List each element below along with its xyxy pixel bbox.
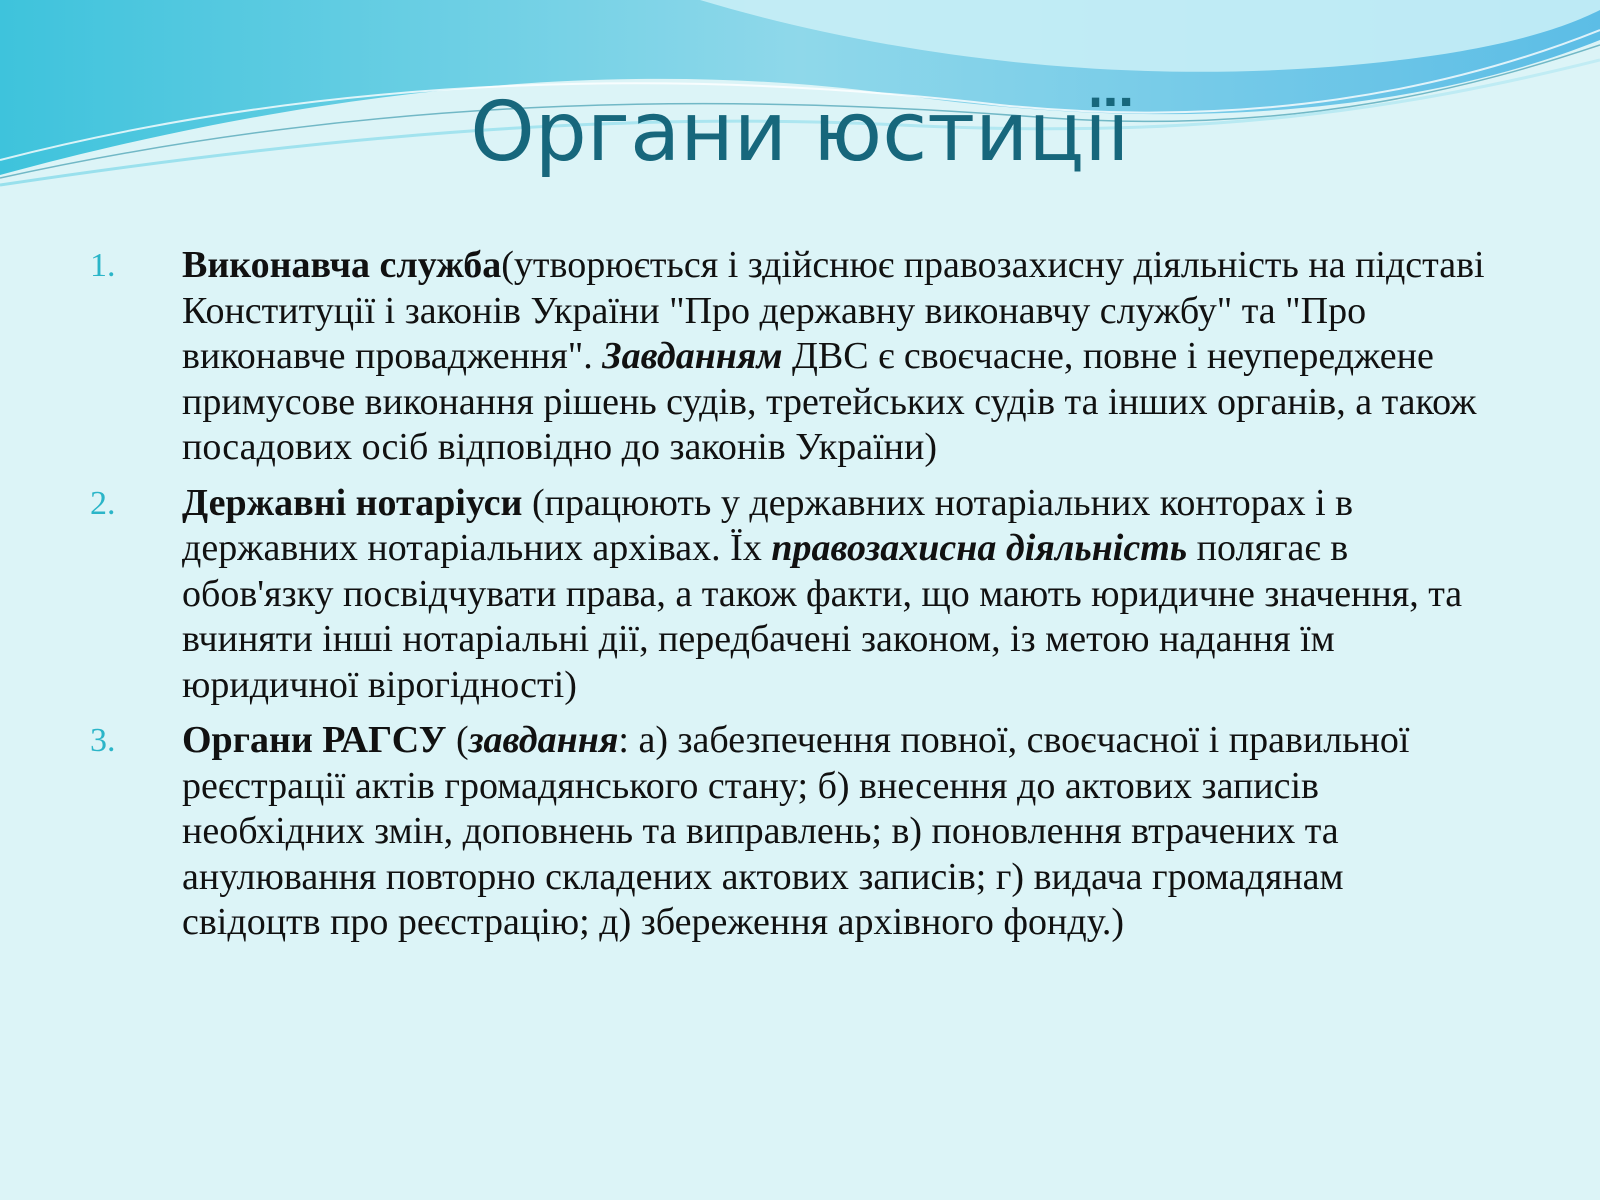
list-item-text (182, 718, 1490, 946)
list-item (90, 481, 1490, 709)
text-segment: ( (446, 719, 469, 761)
term-bold: Державні нотаріуси (182, 481, 523, 524)
text-segment: : а) забезпечення повної, своєчасної і правильної реєстрації актів громадянського стану; б) внесення до актових записів необхідних змін, доповнень та виправлень; в) поновлення втрачених та анулювання повторно складених актових записів; г) видача громадянам свідоцтв про реєстрацію; д) збереження архівного фонду.) (182, 719, 1410, 943)
list-item-number: 3. (90, 722, 116, 759)
term-bold: Виконавча служба (182, 244, 502, 286)
text-segment: (утворюється і здійснює правозахисну діяльність на підставі Конституції і законів України "Про державну виконавчу службу" та "Про виконавче провадження". (182, 244, 1485, 377)
list-item-number: 2. (90, 484, 116, 522)
slide-title: Органи юстиції (470, 85, 1130, 180)
list-item-text (182, 243, 1490, 471)
text-segment: (працюють у державних нотаріальних конторах і в державних нотаріальних архівах. Їх (182, 481, 1354, 569)
text-segment: полягає в обов'язку посвідчувати права, а також факти, що мають юридичне значення, та вчиняти інші нотаріальні дії, передбачені законом, із метою надання їм юридичної вірогідності) (182, 527, 1463, 706)
list-item (90, 718, 1490, 946)
list-item (90, 243, 1490, 471)
numbered-list (90, 243, 1490, 956)
list-item-text (182, 481, 1490, 709)
text-segment: ДВС є своєчасне, повне і неупереджене примусове виконання рішень судів, третейських судів та інших органів, а також посадових осіб відповідно до законів України) (182, 335, 1477, 468)
list-item-number: 1. (90, 247, 116, 284)
emphasis-bold-italic: завдання (468, 719, 619, 761)
emphasis-bold-italic: правозахисна діяльність (771, 527, 1188, 569)
term-bold: Органи РАГСУ (182, 719, 447, 761)
emphasis-bold-italic: Завданням (602, 335, 783, 377)
